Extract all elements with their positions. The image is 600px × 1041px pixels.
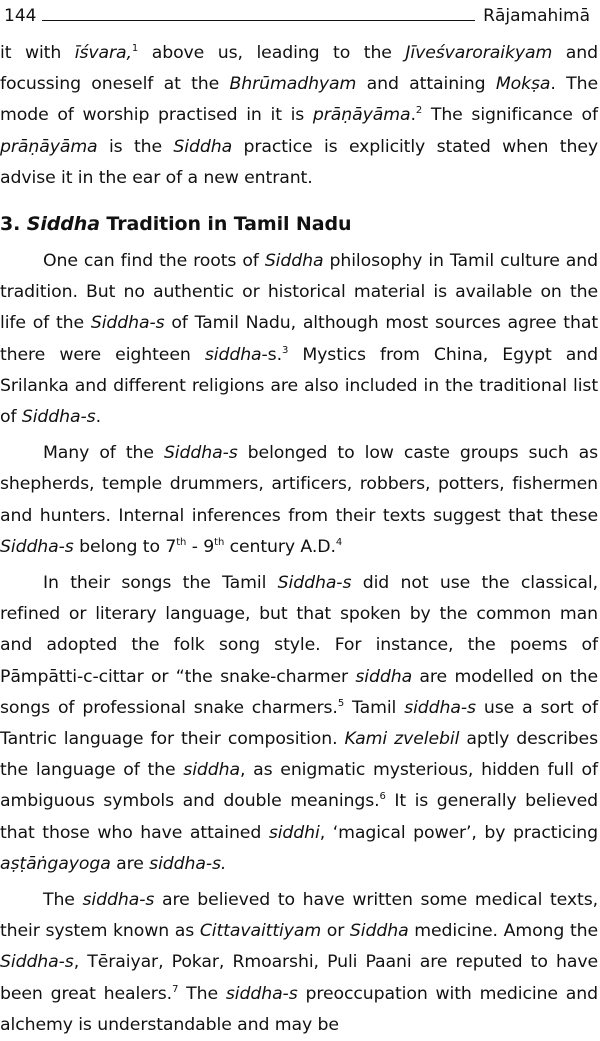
footnote-ref: 1 [131,43,139,55]
running-head [4,0,590,26]
section-heading: 3. Siddha Tradition in Tamil Nadu [0,213,352,236]
footnote-ref: 6 [379,791,386,803]
paragraph-1: it with īśvara,$^1$ above us, leading to the Jīveśvaroraikyam and focussing oneself at the Bhrūmadhyam and attaining Mokṣa. The mode of worship practised in it is prāṇāyāma.$^2$ The significance of prāṇāyāma is the Siddha practice is explicitly stated when they advise it in the ear of a new entrant. [0,43,598,188]
body-text [0,38,598,1041]
header-rule [42,20,475,21]
footnote-ref: 2 [415,105,423,117]
paragraph-2: One can find the roots of Siddha philosophy in Tamil culture and tradition. But no authentic or historical material is available on the life of the Siddha-s of Tamil Nadu, although most sources agree that there were eighteen siddha-s.$^3$ Mystics from China, Egypt and Srilanka and different religions are also included in the traditional list of Siddha-s. [0,251,598,428]
footnote-ref: 5 [337,698,345,710]
footnote-ref: 7 [172,983,179,995]
paragraph-3: Many of the Siddha-s belonged to low caste groups such as shepherds, temple drummers, artificers, robbers, potters, fishermen and hunters. Internal inferences from their texts suggest that these Siddha-s belong to 7th - 9th century A.D.$^4$ [0,443,598,557]
footnote-ref: 3 [281,344,289,356]
footnote-ref: 4 [335,537,343,549]
page-number: 144 [4,6,37,26]
paragraph-5: The siddha-s are believed to have written some medical texts, their system known as Cittavaittiyam or Siddha medicine. Among the Siddha-s, Tēraiyar, Pokar, Rmoarshi, Puli Paani are reputed to have been great healers.$^7$ The siddha-s preoccupation with medicine and alchemy is understandable and may be [0,890,599,1035]
running-title: Rājamahimā [483,6,590,26]
paragraph-4: In their songs the Tamil Siddha-s did not use the classical, refined or literary language, but that spoken by the common man and adopted the folk song style. For instance, the poems of Pāmpātti-c-cittar or “the snake-charmer siddha are modelled on the songs of professional snake charmers.$^5$ Tamil siddha-s use a sort of Tantric language for their composition. Kami zvelebil aptly describes the language of the siddha, as enigmatic mysterious, hidden full of ambiguous symbols and double meanings.$^6$ It is generally believed that those who have attained siddhi, ‘magical power’, by practicing aṣṭāṅgayoga are siddha-s. [0,573,599,874]
